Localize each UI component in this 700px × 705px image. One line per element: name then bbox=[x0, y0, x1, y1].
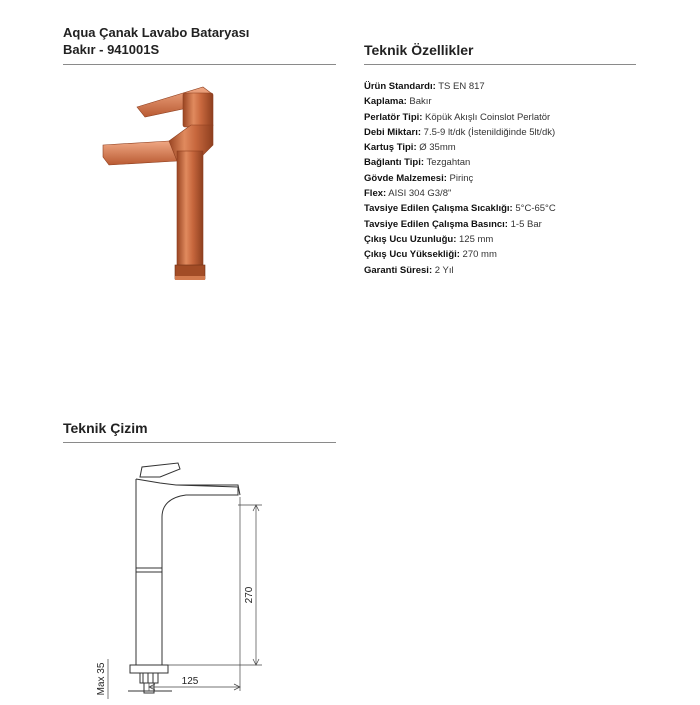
spec-row bbox=[364, 186, 664, 201]
spec-row bbox=[364, 140, 664, 155]
spec-row bbox=[364, 171, 664, 186]
product-image bbox=[95, 85, 235, 295]
technical-drawing bbox=[90, 455, 290, 700]
specs-heading: Teknik Özellikler bbox=[364, 42, 474, 58]
title-divider bbox=[63, 64, 336, 65]
spec-key: Flex: bbox=[364, 188, 387, 200]
spec-value: TS EN 817 bbox=[435, 81, 485, 92]
spec-key: Kartuş Tipi: bbox=[364, 142, 417, 154]
product-title-block bbox=[63, 24, 339, 58]
dim-length-label: 125 bbox=[181, 676, 199, 687]
spec-value: 5°C-65°C bbox=[512, 203, 556, 215]
spec-key: Bağlantı Tipi: bbox=[364, 157, 424, 169]
spec-value: Bakır bbox=[406, 96, 432, 108]
spec-row bbox=[364, 110, 664, 125]
spec-value: Tezgahtan bbox=[424, 157, 471, 169]
spec-key: Kaplama: bbox=[364, 96, 407, 108]
spec-row bbox=[364, 79, 664, 94]
specs-divider bbox=[364, 64, 636, 65]
spec-value: 125 mm bbox=[456, 233, 494, 245]
dim-max-label: Max 35 bbox=[96, 662, 107, 696]
spec-row bbox=[364, 155, 664, 170]
spec-row bbox=[364, 201, 664, 216]
spec-value: 1-5 Bar bbox=[507, 218, 542, 230]
spec-value: Ø 35mm bbox=[416, 142, 456, 154]
spec-row bbox=[364, 125, 664, 140]
spec-value: Köpük Akışlı Coinslot Perlatör bbox=[422, 111, 551, 123]
spec-value: 2 Yıl bbox=[432, 264, 454, 276]
product-name: Aqua Çanak Lavabo Bataryası bbox=[63, 25, 250, 40]
spec-row bbox=[364, 247, 664, 262]
dim-height-label: 270 bbox=[244, 586, 255, 604]
spec-value: 270 mm bbox=[459, 249, 497, 261]
drawing-divider bbox=[63, 442, 336, 443]
spec-key: Gövde Malzemesi: bbox=[364, 172, 447, 184]
drawing-heading: Teknik Çizim bbox=[63, 420, 148, 436]
spec-key: Garanti Süresi: bbox=[364, 264, 433, 276]
spec-row bbox=[364, 217, 664, 232]
spec-key: Ürün Standardı: bbox=[364, 81, 436, 92]
spec-key: Çıkış Ucu Yüksekliği: bbox=[364, 249, 460, 261]
spec-key: Tavsiye Edilen Çalışma Sıcaklığı: bbox=[364, 203, 513, 215]
spec-value: AISI 304 G3/8" bbox=[386, 188, 452, 200]
spec-value: 7.5-9 lt/dk (İstenildiğinde 5lt/dk) bbox=[421, 126, 556, 138]
spec-key: Tavsiye Edilen Çalışma Basıncı: bbox=[364, 218, 508, 230]
spec-value: Pirinç bbox=[446, 172, 474, 184]
product-code: Bakır - 941001S bbox=[63, 42, 160, 57]
spec-key: Perlatör Tipi: bbox=[364, 111, 423, 123]
spec-row bbox=[364, 232, 664, 247]
spec-row bbox=[364, 94, 664, 109]
specs-list bbox=[364, 79, 664, 278]
spec-row bbox=[364, 263, 664, 278]
spec-key: Debi Miktarı: bbox=[364, 126, 422, 138]
spec-key: Çıkış Ucu Uzunluğu: bbox=[364, 233, 457, 245]
